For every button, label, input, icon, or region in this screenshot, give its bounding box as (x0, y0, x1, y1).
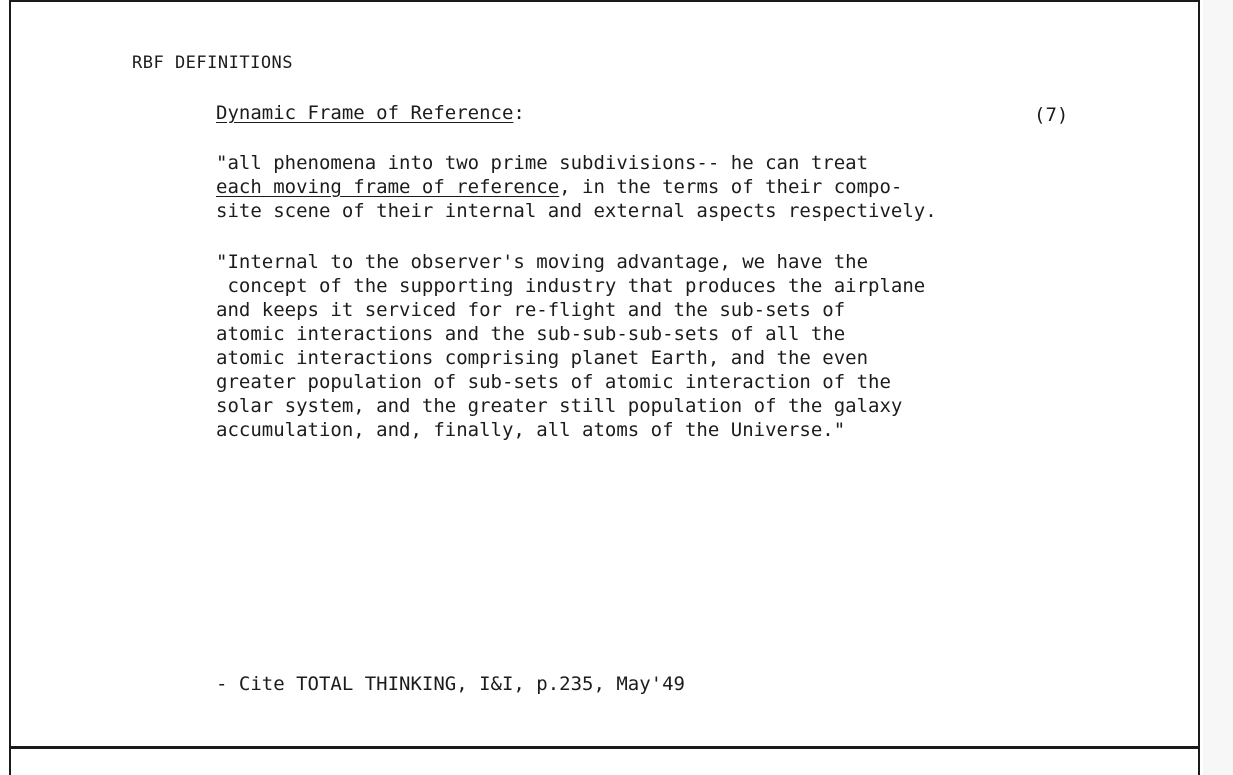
quote-line-rest: , in the terms of their compo- (559, 176, 903, 198)
next-card-edge (9, 749, 1200, 775)
entry-number: (7) (1034, 104, 1069, 126)
quote-line: "Internal to the observer's moving advantage, we have the (216, 251, 869, 273)
quote-line: site scene of their internal and external aspects respectively. (216, 200, 937, 222)
quote-line: accumulation, and, finally, all atoms of the Universe." (216, 419, 846, 441)
quote-line: "all phenomena into two prime subdivisions-- he can treat (216, 152, 869, 174)
quote-paragraph-1 (216, 151, 937, 223)
quote-line: atomic interactions comprising planet Earth, and the even (216, 347, 869, 369)
quote-paragraph-2 (216, 250, 925, 442)
section-header: RBF DEFINITIONS (132, 53, 294, 73)
quote-line: atomic interactions and the sub-sub-sub-sets of all the (216, 323, 846, 345)
citation: - Cite TOTAL THINKING, I&I, p.235, May'49 (216, 673, 685, 695)
underlined-phrase: each moving frame of reference (216, 176, 560, 198)
quote-line: greater population of sub-sets of atomic interaction of the (216, 371, 891, 393)
quote-line: solar system, and the greater still population of the galaxy (216, 395, 903, 417)
entry-title-text: Dynamic Frame of Reference (216, 102, 514, 124)
quote-line (216, 175, 937, 199)
entry-title-colon: : (513, 102, 525, 124)
page-edge (1203, 0, 1233, 775)
quote-line: concept of the supporting industry that produces the airplane (216, 275, 926, 297)
quote-line: and keeps it serviced for re-flight and the sub-sets of (216, 299, 846, 321)
entry-title (216, 102, 525, 124)
